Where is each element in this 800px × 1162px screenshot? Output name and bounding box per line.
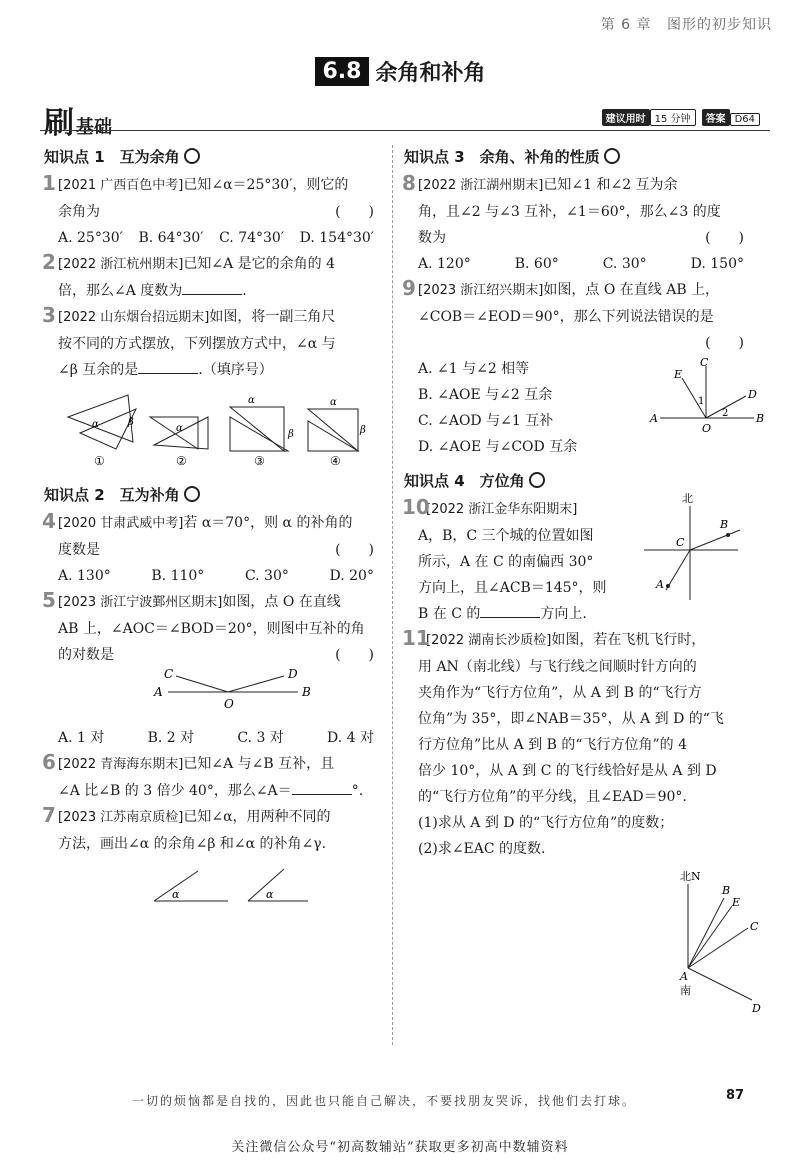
question-10 [402, 492, 754, 627]
point-c: C [164, 668, 174, 681]
fig-label-4: ④ [330, 454, 341, 468]
option-c: C. 3 对 [237, 730, 284, 746]
question-source: [2022 青海海东期末] [58, 757, 184, 772]
question-text: 已知∠A 与∠B 互补，且 [183, 756, 335, 772]
point-a: A [656, 578, 664, 591]
meta-info [602, 109, 766, 126]
option-d: D. 154°30′ [299, 230, 374, 246]
fig-alpha: α [172, 888, 180, 901]
kp3-label: 知识点 3 余角、补角的性质 [404, 148, 600, 166]
question-text: ∠COB＝∠EOD＝90°，那么下列说法错误的是 [418, 309, 714, 325]
question-text: 数为 [418, 230, 446, 246]
question-text: 的对数是 [58, 647, 114, 663]
brush-small: 基础 [76, 117, 112, 138]
fig-alpha: α [248, 395, 255, 406]
header-rule [40, 130, 770, 131]
left-column [44, 140, 384, 920]
answer-blank [292, 794, 352, 795]
question-number: 7 [42, 803, 56, 827]
point-c: C [750, 920, 759, 933]
question-text: 夹角作为“飞行方位角”，从 A 到 B 的“飞行方 [418, 685, 702, 701]
question-11 [402, 626, 761, 1027]
chapter-label: 第 6 章 [600, 17, 652, 33]
angle-1: 1 [698, 396, 705, 407]
question-6 [44, 751, 384, 804]
line-figure [58, 668, 378, 716]
kp4-label: 知识点 4 方位角 [404, 472, 525, 490]
fig-alpha: α [330, 397, 337, 408]
answer-paren: ( ) [705, 230, 744, 246]
question-number: 9 [402, 276, 416, 300]
question-text: 的“飞行方位角”的平分线，且∠EAD＝90°. [418, 789, 687, 805]
question-text: 如图，若在飞机飞行时， [551, 632, 706, 648]
city-a-dot [666, 584, 670, 588]
brush-big: 刷 [44, 106, 74, 141]
question-4 [44, 510, 384, 589]
section-number: 6.8 [315, 57, 370, 86]
q11-figure [648, 868, 788, 1018]
south-label: 南 [680, 984, 691, 997]
question-source: [2020 甘肃武威中考] [58, 516, 184, 531]
point-d: D [752, 1002, 761, 1015]
point-a: A [154, 685, 163, 699]
answer-blank [138, 373, 198, 374]
options [58, 563, 384, 589]
question-5 [44, 589, 384, 751]
option-a: A. 130° [58, 568, 111, 584]
question-text: ∠β 互余的是 [58, 362, 139, 378]
fig-beta: β [360, 425, 366, 436]
footer-quote: 一切的烦恼都是自找的，因此也只能自己解决，不要找朋友哭诉，找他们去打球。 [132, 1094, 637, 1108]
question-text: 倍少 10°，从 A 到 C 的飞行线恰好是从 A 到 D [418, 763, 717, 779]
page-header [591, 14, 772, 34]
point-b: B [756, 412, 764, 425]
point-b: B [720, 518, 729, 531]
q9-figure [644, 356, 764, 446]
options [418, 356, 638, 460]
question-number: 11 [402, 626, 430, 650]
kp1-label: 知识点 1 互为余角 [44, 148, 180, 166]
knowledge-point-1 [44, 144, 384, 170]
question-9 [402, 276, 764, 464]
question-1 [44, 172, 384, 251]
question-text: 若 α＝70°，则 α 的补角的 [183, 515, 353, 531]
point-b: B [302, 685, 311, 699]
kp2-label: 知识点 2 互为补角 [44, 486, 180, 504]
right-column [402, 140, 764, 1027]
fig-label-1: ① [94, 454, 105, 468]
point-o: O [702, 422, 712, 435]
fig-beta: β [128, 417, 134, 428]
question-text: 如图，将一副三角尺 [209, 309, 336, 325]
question-text: 所示，A 在 C 的南偏西 30° [418, 554, 594, 570]
target-icon [184, 148, 200, 164]
point-d: D [288, 668, 298, 681]
question-source: [2022 浙江金华东阳期末] [426, 502, 578, 517]
chapter-title: 图形的初步知识 [667, 17, 772, 33]
option-c: C. 30° [244, 568, 289, 584]
target-icon [529, 472, 545, 488]
question-text: 方法，画出∠α 的余角∠β 和∠α 的补角∠γ. [58, 836, 327, 852]
option-b: B. ∠AOE 与∠2 互余 [418, 387, 553, 403]
question-text: 按不同的方式摆放，下列摆放方式中，∠α 与 [58, 336, 336, 352]
point-d: D [748, 388, 757, 401]
city-b-dot [726, 533, 730, 537]
point-b: B [722, 884, 731, 897]
question-text: °. [351, 783, 364, 799]
question-number: 6 [42, 750, 56, 774]
question-text: 方向上，且∠ACB＝145°，则 [418, 580, 607, 596]
knowledge-point-3 [404, 144, 754, 170]
point-e: E [732, 896, 741, 909]
option-b: B. 60° [514, 256, 559, 272]
question-text: 已知∠α，用两种不同的 [183, 809, 331, 825]
point-o: O [224, 697, 234, 711]
question-source: [2023 江苏南京质检] [58, 810, 184, 825]
target-icon [184, 486, 200, 502]
question-source: [2022 山东烟台招远期末] [58, 310, 210, 325]
target-icon [604, 148, 620, 164]
question-text: 已知∠1 和∠2 互为余 [543, 177, 678, 193]
fig-label-2: ② [176, 454, 187, 468]
answer-paren: ( ) [705, 335, 744, 351]
question-text: 位角”为 35°，即∠NAB＝35°，从 A 到 D 的“飞 [418, 711, 724, 727]
question-text: 已知∠A 是它的余角的 4 [183, 256, 336, 272]
answer-paren: ( ) [335, 647, 374, 663]
point-a: A [650, 412, 658, 425]
brush-heading [44, 98, 112, 142]
question-text: 用 AN（南北线）与飞行线之间顺时针方向的 [418, 659, 697, 675]
point-c: C [700, 356, 709, 369]
question-text: B 在 C 的 [418, 606, 481, 622]
question-source: [2022 湖南长沙质检] [426, 633, 552, 648]
question-text: 角，且∠2 与∠3 互补，∠1＝60°，那么∠3 的度 [418, 204, 721, 220]
page-number: 87 [726, 1088, 745, 1103]
point-c: C [676, 536, 685, 549]
question-number: 5 [42, 588, 56, 612]
option-d: D. 20° [329, 568, 374, 584]
options [418, 251, 754, 277]
option-b: B. 64°30′ [138, 230, 204, 246]
question-source: [2022 浙江杭州期末] [58, 257, 184, 272]
fig-alpha: α [92, 419, 99, 430]
question-text: AB 上，∠AOC＝∠BOD＝20°，则图中互补的角 [58, 621, 365, 637]
option-d: D. ∠AOE 与∠COD 互余 [418, 439, 578, 455]
question-source: [2023 浙江宁波鄞州区期末] [58, 595, 223, 610]
question-text: 度数是 [58, 542, 100, 558]
time-value: 15 分钟 [650, 109, 696, 126]
question-text: 如图，点 O 在直线 [222, 594, 341, 610]
question-number: 1 [42, 171, 56, 195]
north-label: 北N [680, 870, 701, 883]
question-2 [44, 251, 384, 304]
point-a: A [680, 970, 688, 983]
option-a: A. ∠1 与∠2 相等 [418, 361, 530, 377]
options [58, 225, 384, 251]
question-source: [2022 浙江湖州期末] [418, 178, 544, 193]
question-text: . [242, 283, 247, 299]
option-c: C. ∠AOD 与∠1 互补 [418, 413, 554, 429]
option-b: B. 110° [151, 568, 205, 584]
question-number: 8 [402, 171, 416, 195]
angle-figure [58, 861, 378, 911]
footer-note: 关注微信公众号“初高数辅站”获取更多初高中数辅资料 [231, 1140, 569, 1155]
option-d: D. 4 对 [327, 730, 374, 746]
question-text: .（填序号） [198, 362, 273, 378]
angle-2: 2 [722, 408, 729, 419]
option-d: D. 150° [690, 256, 744, 272]
question-text: 方向上. [540, 606, 587, 622]
answer-paren: ( ) [335, 542, 374, 558]
point-e: E [674, 368, 683, 381]
knowledge-point-2 [44, 482, 384, 508]
question-text: A，B，C 三个城的位置如图 [418, 528, 594, 544]
column-divider [392, 145, 393, 1045]
question-text: 倍，那么∠A 度数为 [58, 283, 183, 299]
question-number: 3 [42, 303, 56, 327]
answer-value: D64 [730, 113, 760, 126]
section-title [0, 56, 800, 87]
question-number: 4 [42, 509, 56, 533]
option-c: C. 30° [602, 256, 647, 272]
question-text: ∠A 比∠B 的 3 倍少 40°，那么∠A＝ [58, 783, 292, 799]
option-a: A. 120° [418, 256, 471, 272]
question-text: 如图，点 O 在直线 AB 上， [543, 282, 720, 298]
question-number: 2 [42, 250, 56, 274]
question-3 [44, 304, 384, 478]
question-source: [2021 广西百色中考] [58, 178, 184, 193]
options [58, 725, 384, 751]
question-text: 余角为 [58, 204, 100, 220]
fig-label-3: ③ [254, 454, 265, 468]
option-a: A. 25°30′ [58, 230, 123, 246]
question-7 [44, 804, 384, 920]
question-number: 10 [402, 495, 430, 519]
north-label: 北 [682, 492, 693, 505]
answer-blank [480, 617, 540, 618]
fig-alpha: α [176, 423, 183, 434]
option-a: A. 1 对 [58, 730, 105, 746]
option-c: C. 74°30′ [219, 230, 284, 246]
fig-beta: β [288, 429, 294, 440]
answer-paren: ( ) [335, 204, 374, 220]
option-b: B. 2 对 [147, 730, 195, 746]
question-source: [2023 浙江绍兴期末] [418, 283, 544, 298]
section-title-text: 余角和补角 [375, 61, 486, 86]
question-text: 行方位角”比从 A 到 B 的“飞行方位角”的 4 [418, 737, 688, 753]
time-label: 建议用时 [602, 109, 650, 126]
q10-figure [630, 490, 750, 610]
sub-question-2: (2)求∠EAC 的度数. [418, 841, 546, 857]
answer-blank [182, 294, 242, 295]
fig-alpha: α [266, 888, 274, 901]
answer-label: 答案 [702, 109, 730, 126]
question-text: 已知∠α＝25°30′，则它的 [183, 177, 349, 193]
triangle-ruler-figure [58, 387, 378, 469]
sub-question-1: (1)求从 A 到 D 的“飞行方位角”的度数； [418, 815, 674, 831]
question-8 [404, 172, 754, 277]
